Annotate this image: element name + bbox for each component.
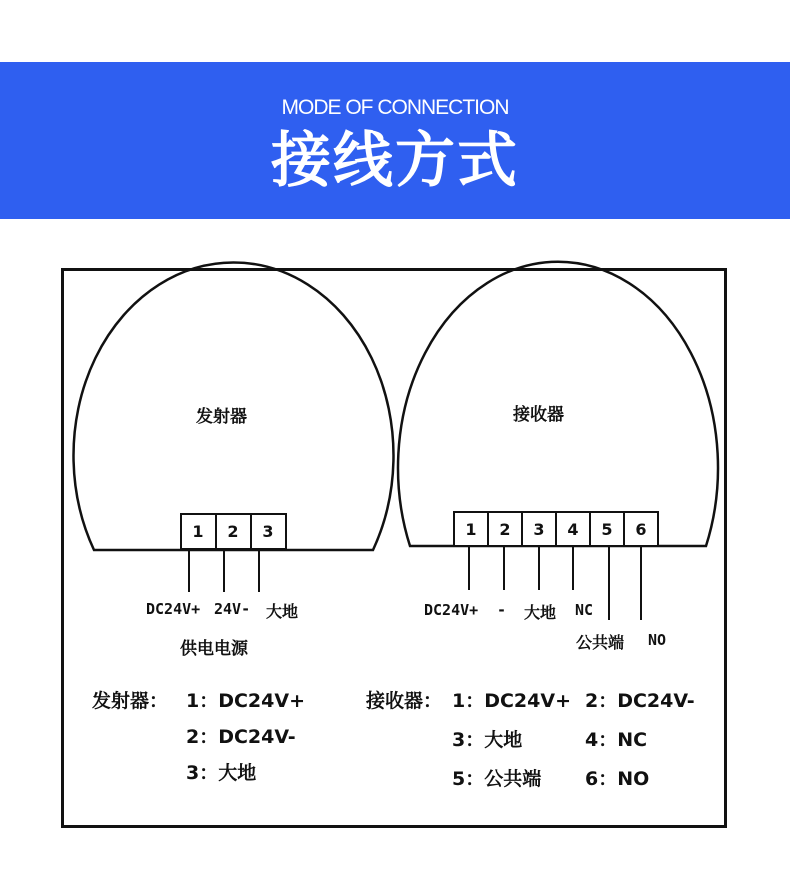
receiver-wire-1-label: DC24V+ [424,601,479,619]
power-supply-label: 供电电源 [180,639,248,659]
transmitter-pin-3: 3 [262,522,274,541]
transmitter-pin-2: 2 [227,522,239,541]
legend-receiver-item-1: 1：DC24V+ [452,690,572,712]
header-title: 接线方式 [271,126,519,196]
transmitter-wire-2-label: 24V- [214,600,251,618]
receiver-wire-5-label: 公共端 [576,633,625,652]
receiver-wire-3-label: 大地 [524,603,557,622]
transmitter-wires [189,549,259,592]
legend-transmitter-item-1: 1：DC24V+ [186,690,306,712]
legend-receiver-item-6: 6：NO [585,768,650,790]
legend-receiver-item-4: 4：NC [585,729,648,751]
transmitter-pin-1: 1 [192,522,204,541]
transmitter-name: 发射器 [196,407,247,427]
receiver-pin-4: 4 [567,520,579,539]
transmitter-wire-3-label: 大地 [266,602,299,621]
receiver-wire-4-label: NC [575,601,594,619]
receiver-wire-6-label: NO [648,631,667,649]
receiver-name: 接收器 [513,405,564,425]
legend-receiver-title: 接收器： [366,690,443,712]
receiver-pin-2: 2 [499,520,511,539]
legend-transmitter-item-3: 3：大地 [186,762,257,784]
receiver-pin-1: 1 [465,520,477,539]
legend-receiver-item-3: 3：大地 [452,729,523,751]
receiver-pin-5: 5 [601,520,613,539]
legend-receiver-item-5: 5：公共端 [452,768,542,790]
receiver-pin-3: 3 [533,520,545,539]
receiver-wire-2-label: - [497,601,507,619]
legend-transmitter-item-2: 2：DC24V- [186,726,296,748]
header-subtitle: MODE OF CONNECTION [281,96,509,119]
legend-receiver-item-2: 2：DC24V- [585,690,695,712]
transmitter-wire-1-label: DC24V+ [146,600,201,618]
receiver-pin-6: 6 [635,520,647,539]
legend-transmitter-title: 发射器： [92,690,169,712]
